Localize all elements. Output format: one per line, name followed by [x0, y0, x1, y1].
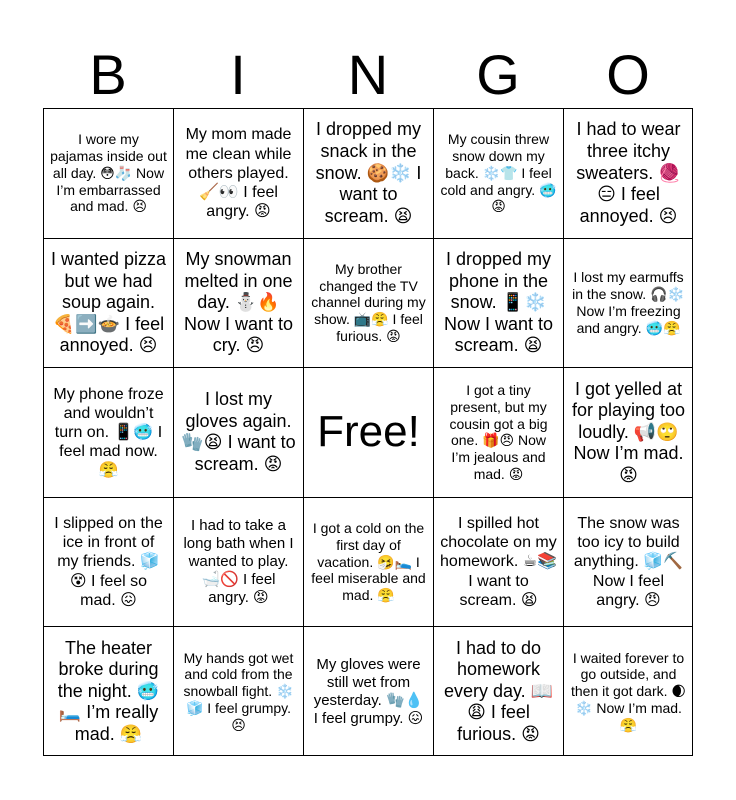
bingo-cell[interactable]: My brother changed the TV channel during my show. 📺😤 I feel furious. 😡 — [303, 238, 433, 368]
header-letter-g: G — [476, 43, 520, 106]
bingo-cell[interactable]: I dropped my snack in the snow. 🍪❄️ I want to scream. 😫 — [303, 108, 433, 238]
bingo-cell[interactable]: My cousin threw snow down my back. ❄️👕 I feel cold and angry. 🥶😡 — [433, 108, 563, 238]
bingo-cell[interactable]: I got yelled at for playing too loudly. 📢🙄 Now I’m mad. 😡 — [563, 367, 693, 497]
bingo-cell[interactable]: My gloves were still wet from yesterday. 🧤💧 I feel grumpy. 😖 — [303, 626, 433, 756]
bingo-cell[interactable]: I wore my pajamas inside out all day. 😳🧦 Now I’m embarrassed and mad. 😣 — [43, 108, 173, 238]
bingo-cell[interactable]: I had to do homework every day. 📖😩 I feel furious. 😡 — [433, 626, 563, 756]
header-letter-i: I — [230, 43, 246, 106]
bingo-cell[interactable]: I got a tiny present, but my cousin got a big one. 🎁😠 Now I’m jealous and mad. 😡 — [433, 367, 563, 497]
bingo-cell[interactable]: I wanted pizza but we had soup again. 🍕➡️🍲 I feel annoyed. 😣 — [43, 238, 173, 368]
bingo-cell[interactable]: My hands got wet and cold from the snowball fight. ❄️🧊 I feel grumpy. 😣 — [173, 626, 303, 756]
bingo-cell[interactable]: The heater broke during the night. 🥶🛏️ I’m really mad. 😤 — [43, 626, 173, 756]
bingo-cell[interactable]: The snow was too icy to build anything. 🧊⛏️ Now I feel angry. 😠 — [563, 497, 693, 627]
bingo-cell[interactable]: I got a cold on the first day of vacation. 🤧🛌 I feel miserable and mad. 😤 — [303, 497, 433, 627]
bingo-cell[interactable]: I dropped my phone in the snow. 📱❄️ Now I want to scream. 😫 — [433, 238, 563, 368]
bingo-cell[interactable]: My phone froze and wouldn’t turn on. 📱🥶 I feel mad now. 😤 — [43, 367, 173, 497]
bingo-header — [43, 42, 693, 108]
bingo-cell[interactable]: I lost my gloves again. 🧤😫 I want to scream. 😡 — [173, 367, 303, 497]
bingo-cell[interactable]: I spilled hot chocolate on my homework. ☕📚 I want to scream. 😫 — [433, 497, 563, 627]
bingo-cell[interactable]: I lost my earmuffs in the snow. 🎧❄️ Now I’m freezing and angry. 🥶😤 — [563, 238, 693, 368]
free-space[interactable]: Free! — [303, 367, 433, 497]
bingo-cell[interactable]: I slipped on the ice in front of my friends. 🧊😵 I feel so mad. 😖 — [43, 497, 173, 627]
bingo-cell[interactable]: My snowman melted in one day. ⛄🔥 Now I want to cry. 😠 — [173, 238, 303, 368]
bingo-cell[interactable]: I had to take a long bath when I wanted to play. 🛁🚫 I feel angry. 😡 — [173, 497, 303, 627]
bingo-cell[interactable]: I waited forever to go outside, and then it got dark. 🌒❄️ Now I’m mad. 😤 — [563, 626, 693, 756]
header-letter-n: N — [347, 43, 389, 106]
bingo-cell[interactable]: My mom made me clean while others played. 🧹👀 I feel angry. 😡 — [173, 108, 303, 238]
bingo-cell[interactable]: I had to wear three itchy sweaters. 🧶😑 I feel annoyed. 😣 — [563, 108, 693, 238]
header-letter-o: O — [606, 43, 650, 106]
header-letter-b: B — [89, 43, 127, 106]
bingo-grid — [43, 108, 693, 756]
